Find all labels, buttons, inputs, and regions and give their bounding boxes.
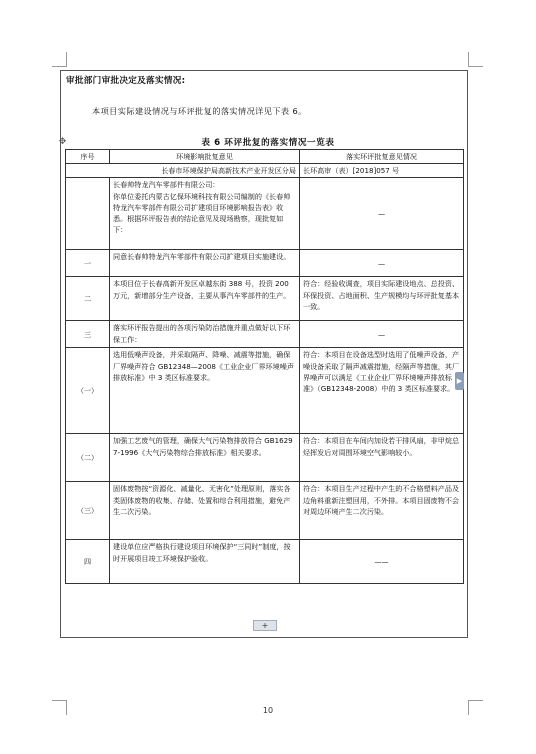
row-opinion: 本项目位于长春高新开发区卓越东街 388 号，投资 200 万元，新增部分生产设备，主要从事汽车零部件的生产。 <box>110 277 300 321</box>
row-status: 符合：本项目在车间内加设若干排风扇，非甲烷总烃挥发后对周围环境空气影响较小。 <box>300 434 464 482</box>
row-number: 一 <box>66 250 110 277</box>
row-status: — <box>300 321 464 348</box>
add-row-icon[interactable]: + <box>253 620 277 631</box>
crop-mark-top-right <box>468 52 483 67</box>
table-row <box>66 348 464 434</box>
row-opinion: 同意长春帅特龙汽车零部件有限公司扩建项目实施建设。 <box>110 250 300 277</box>
row-status: —— <box>300 540 464 584</box>
row-number: （三） <box>66 482 110 540</box>
crop-mark-top-left <box>52 52 67 67</box>
row-status: — <box>300 178 464 250</box>
move-handle-icon[interactable]: ✥ <box>58 137 67 147</box>
row-opinion: 选用低噪声设备，并采取隔声、降噪、减震等措施，确保厂界噪声符合 GB12348—2008《工业企业厂界环境噪声排放标准》中 3 类区标准要求。 <box>110 348 300 434</box>
row-status: — <box>300 250 464 277</box>
section-title: 审批部门审批决定及落实情况: <box>66 76 186 86</box>
approval-unit: 长春市环境保护局高新技术产业开发区分局 <box>66 164 300 178</box>
row-number: 二 <box>66 277 110 321</box>
row-opinion: 落实环评报告提出的各项污染防治措施并重点做好以下环保工作： <box>110 321 300 348</box>
row-status: 符合：本项目生产过程中产生的不合格塑料产品及边角料重新注塑回用，不外排。本项目固废物不会对周边环境产生二次污染。 <box>300 482 464 540</box>
page-number: 10 <box>262 706 274 715</box>
approval-table <box>65 149 464 584</box>
row-number: （一） <box>66 348 110 434</box>
row-number: （二） <box>66 434 110 482</box>
row-opinion: 建设单位应严格执行建设项目环境保护“三同时”制度，按时开展项目竣工环境保护验收。 <box>110 540 300 584</box>
row-number: 四 <box>66 540 110 584</box>
row-opinion: 长春帅特龙汽车零部件有限公司： 你单位委托内蒙古亿保环境科技有限公司编制的《长春帅特龙汽车零部件有限公司扩建项目环境影响报告表》收悉。根据环评报告表的结论意见及现场勘察，现批复如下： <box>110 178 300 250</box>
table-row <box>66 321 464 348</box>
table-row <box>66 277 464 321</box>
row-number: 三 <box>66 321 110 348</box>
table-row <box>66 250 464 277</box>
table-caption: 表 6 环评批复的落实情况一览表 <box>201 138 335 148</box>
units-row <box>66 164 464 178</box>
row-status: 符合：本项目在设备选型时选用了低噪声设备，产噪设备采取了隔声减震措施，经隔声等措施，其厂界噪声可以满足《工业企业厂界环境噪声排放标准》（GB12348-2008）中的 3 类区标准要求。 <box>300 348 464 434</box>
table-row <box>66 178 464 250</box>
table-row <box>66 482 464 540</box>
header-number: 序号 <box>66 150 110 164</box>
row-number <box>66 178 110 250</box>
row-opinion: 固体废物按“资源化、减量化、无害化”处理原则，落实各类固体废物的收集、存储、处置和综合利用措施，避免产生二次污染。 <box>110 482 300 540</box>
intro-paragraph: 本项目实际建设情况与环评批复的落实情况详见下表 6。 <box>92 106 307 116</box>
table-row <box>66 434 464 482</box>
header-status: 落实环评批复意见情况 <box>300 150 464 164</box>
table-header-row <box>66 150 464 164</box>
approval-doc-number: 长环高审（表）[2018]057 号 <box>300 164 464 178</box>
header-opinion: 环境影响批复意见 <box>110 150 300 164</box>
row-opinion: 加强工艺废气的管理，确保大气污染物排放符合 GB16297-1996《大气污染物综合排放标准》相关要求。 <box>110 434 300 482</box>
table-row <box>66 540 464 584</box>
expand-tab-icon[interactable]: ▶ <box>455 372 464 390</box>
row-status: 符合：经验收调查，项目实际建设地点、总投资、环保投资、占地面积、生产规模均与环评批复基本一致。 <box>300 277 464 321</box>
